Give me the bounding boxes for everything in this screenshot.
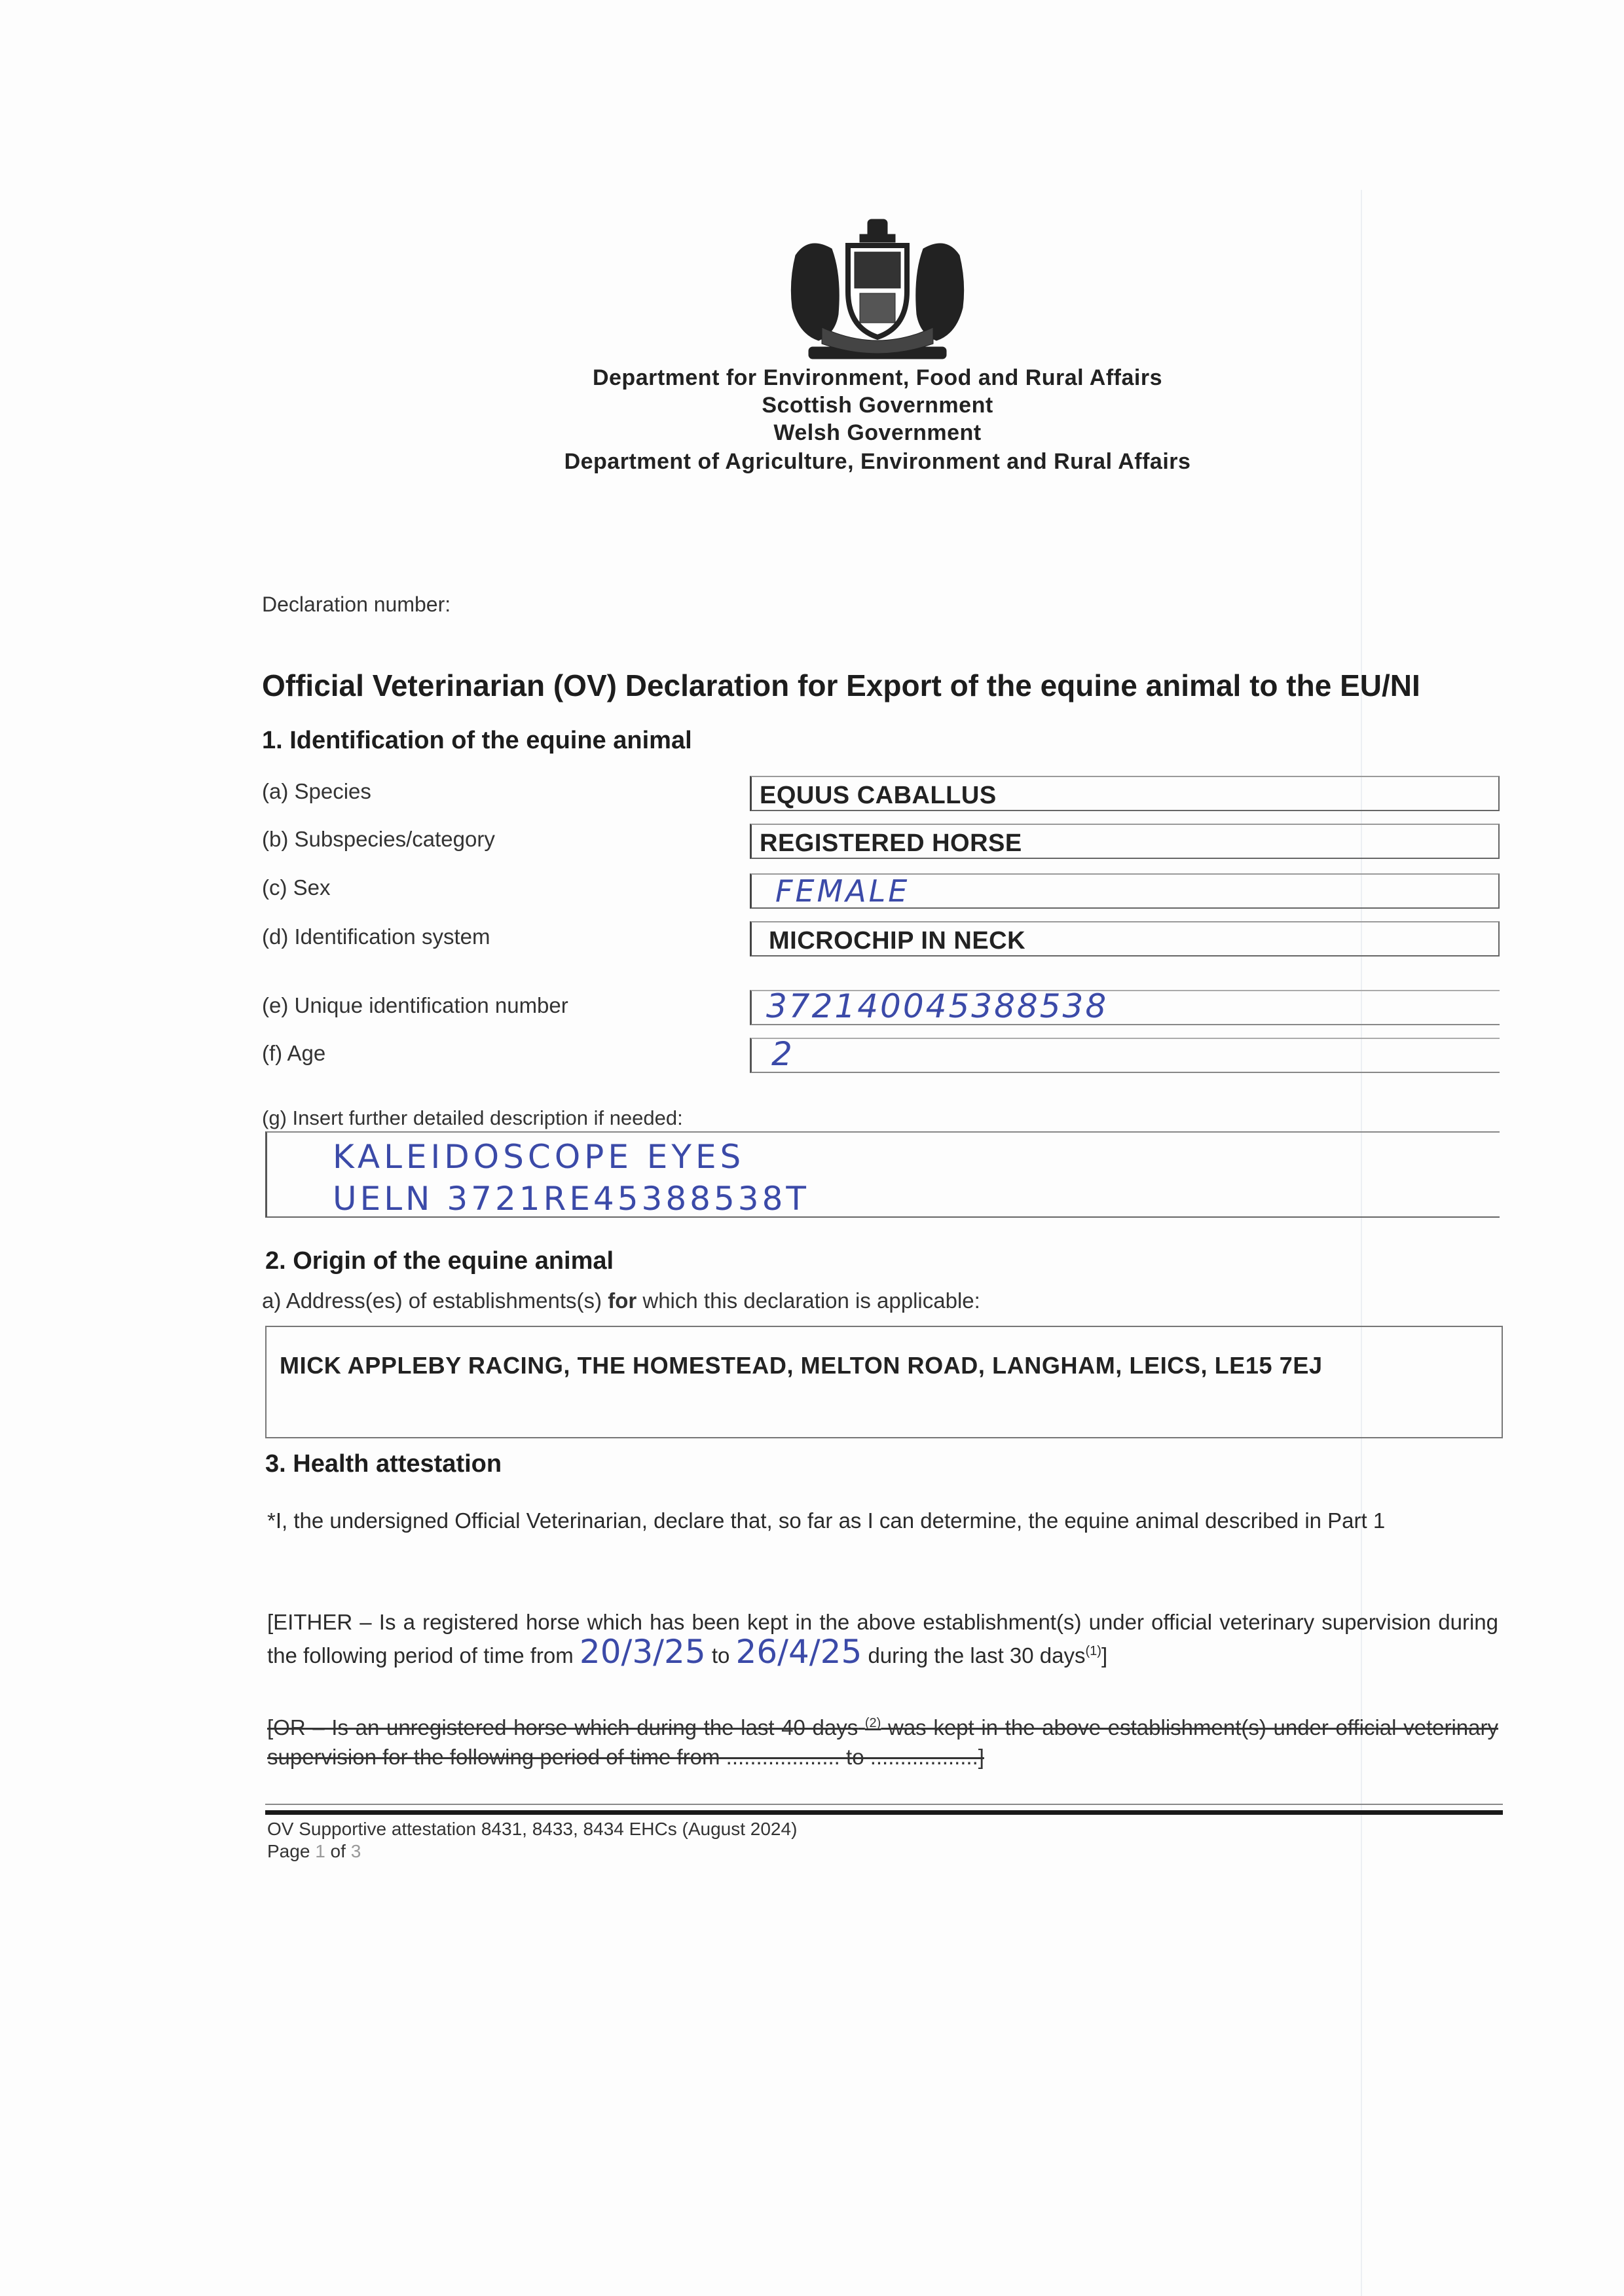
either-to-word: to (711, 1643, 730, 1667)
footnote-2-ref: (2) (864, 1716, 881, 1730)
attestation-intro: *I, the undersigned Official Veterinarian, declare that, so far as I can determine, the equine animal described in Part 1 (267, 1508, 1386, 1533)
identification-system-value: MICROCHIP IN NECK (769, 927, 1026, 955)
sex-label: (c) Sex (262, 875, 331, 900)
footer-rule-thin (265, 1804, 1503, 1805)
age-value: 2 (771, 1035, 793, 1073)
or-text-b: was kept in the above establishment(s) under official veterinary supervision for the following period of time from ................... to ..................] (267, 1715, 1499, 1769)
subspecies-label: (b) Subspecies/category (262, 827, 495, 851)
department-welsh-government: Welsh Government (773, 420, 982, 445)
unique-id-value: 372140045388538 (766, 987, 1109, 1025)
attestation-either-clause (267, 1607, 1498, 1670)
age-label: (f) Age (262, 1041, 326, 1065)
date-from: 20/3/25 (579, 1633, 706, 1671)
species-label: (a) Species (262, 779, 371, 803)
subspecies-value: REGISTERED HORSE (760, 829, 1022, 857)
age-field (750, 1035, 1500, 1073)
establishment-label-bold: for (608, 1288, 637, 1313)
footnote-1-ref: (1) (1085, 1644, 1101, 1658)
either-tail: during the last 30 days (868, 1643, 1086, 1667)
section3-heading: 3. Health attestation (265, 1450, 502, 1478)
declaration-number-label: Declaration number: (262, 592, 451, 616)
sex-field (750, 873, 1500, 909)
either-text: [EITHER – Is a registered horse which has been kept in the above establishment(s) under official veterinary supervision during the following period of time from (267, 1610, 1498, 1667)
royal-coat-of-arms-icon (783, 216, 972, 367)
document-title: Official Veterinarian (OV) Declaration for Export of the equine animal to the EU/NI (262, 668, 1420, 702)
date-to: 26/4/25 (735, 1633, 862, 1671)
sex-value: FEMALE (775, 873, 910, 909)
species-value: EQUUS CABALLUS (760, 782, 997, 809)
identification-system-label: (d) Identification system (262, 924, 490, 949)
unique-id-label: (e) Unique identification number (262, 993, 568, 1017)
footer-attestation-ref: OV Supportive attestation 8431, 8433, 8434 EHCs (August 2024) (267, 1819, 798, 1839)
description-box (265, 1131, 1500, 1218)
establishment-label-pre: a) Address(es) of establishments(s) (262, 1288, 608, 1313)
establishment-label (262, 1288, 980, 1313)
establishment-label-post: which this declaration is applicable: (637, 1288, 980, 1313)
description-line-1: KALEIDOSCOPE EYES (333, 1138, 745, 1176)
page-total: 3 (350, 1841, 361, 1861)
or-text-a: [OR – Is an unregistered horse which during the last 40 days (267, 1715, 858, 1740)
footer-page-number (267, 1841, 361, 1862)
page-of: of (330, 1841, 346, 1861)
department-daera: Department of Agriculture, Environment and Rural Affairs (564, 449, 1191, 474)
species-field (750, 776, 1500, 811)
footer-rule (265, 1810, 1503, 1815)
department-defra: Department for Environment, Food and Rural Affairs (592, 365, 1163, 390)
department-scottish-government: Scottish Government (762, 393, 993, 418)
unique-id-field (750, 987, 1500, 1025)
page-prefix: Page (267, 1841, 310, 1861)
scan-edge-line (1361, 190, 1362, 2296)
page-current: 1 (315, 1841, 325, 1861)
attestation-or-clause-struck (267, 1709, 1498, 1772)
either-close: ] (1101, 1643, 1108, 1667)
section1-heading: 1. Identification of the equine animal (262, 727, 692, 754)
subspecies-field (750, 824, 1500, 859)
establishment-address: MICK APPLEBY RACING, THE HOMESTEAD, MELTON ROAD, LANGHAM, LEICS, LE15 7EJ (280, 1352, 1323, 1379)
description-label: (g) Insert further detailed description if needed: (262, 1106, 683, 1129)
identification-system-field (750, 921, 1500, 957)
establishment-address-box (265, 1326, 1503, 1438)
section2-heading: 2. Origin of the equine animal (265, 1247, 614, 1275)
description-line-2: UELN 3721RE45388538T (333, 1180, 809, 1218)
